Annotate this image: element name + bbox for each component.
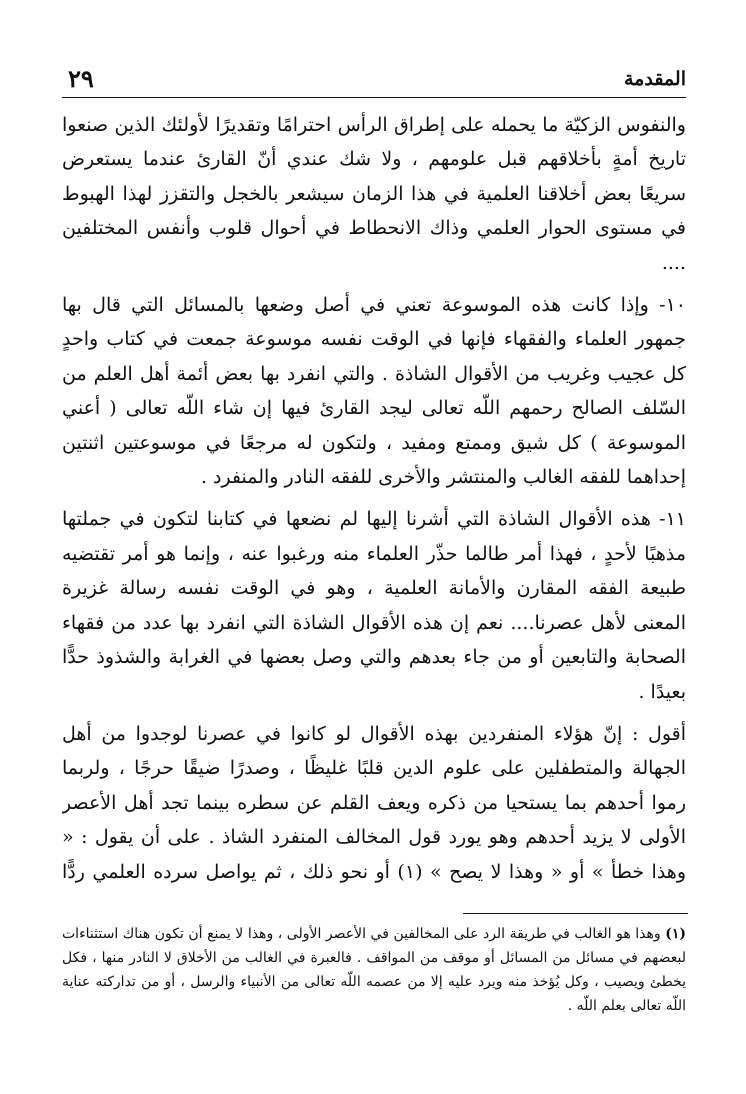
footnote-text: وهذا هو الغالب في طريقة الرد على المخالفين في الأعصر الأولى ، وهذا لا يمنع أن تكون هناك استثناءات لبعضهم في مسائل من المسائل أو موقف من المواقف . فالعبرة في الغالب من الأخلاق لا النادر منها ، فكل يخطئ ويصيب ، وكل يُؤخذ منه ويرد عليه إلا من عصمه اللّه تعالى من الأنبياء والرسل ، أو من تداركته عناية اللّه تعالى بعلم اللّه .: [62, 926, 686, 1014]
body-text: [62, 108, 686, 890]
paragraph: والنفوس الزكيّة ما يحمله على إطراق الرأس احترامًا وتقديرًا لأولئك الذين صنعوا تاريخ أمةٍ بأخلاقهم قبل علومهم ، ولا شك عندي أنّ القارئ عندما يستعرض سريعًا بعض أخلاقنا العلمية في هذا الزمان سيشعر بالخجل والتقزز لهذا الهبوط في مستوى الحوار العلمي وذاك الانحطاط في أحوال قلوب وأنفس المختلفين ....: [62, 114, 686, 274]
paragraph: أقول : إنّ هؤلاء المنفردين بهذه الأقوال لو كانوا في عصرنا لوجدوا من أهل الجهالة والمتطفلين على علوم الدين قلبًا غليظًا ، وصدرًا ضيقًا حرجًا ، ولربما رموا أحدهم بما يستحيا من ذكره ويعف القلم عن سطره بينما تجد أهل الأعصر الأولى لا يزيد أحدهم وهو يورد قول المخالف المنفرد الشاذ . على أن يقول : « وهذا خطأ » أو « وهذا لا يصح » (١) أو نحو ذلك ، ثم يواصل سرده العلمي ردًّا: [62, 722, 686, 883]
section-title: المقدمة: [623, 68, 686, 90]
running-header: [62, 64, 686, 98]
footnote-marker: (١): [665, 926, 686, 942]
paragraph: ١١- هذه الأقوال الشاذة التي أشرنا إليها لم نضعها في كتابنا لتكون في جملتها مذهبًا لأحدٍ ، فهذا أمر طالما حذّر العلماء منه ورغبوا عنه ، وإنما هو أمر تقتضيه طبيعة الفقه المقارن والأمانة العلمية ، وهو في الوقت نفسه رسالة غزيرة المعنى لأهل عصرنا.... نعم إن هذه الأقوال الشاذة التي انفرد بها عدد من فقهاء الصحابة والتابعين أو من جاء بعدهم والتي وصل بعضها في الغرابة والشذوذ حدًّا بعيدًا .: [62, 508, 686, 703]
paragraph: ١٠- وإذا كانت هذه الموسوعة تعني في أصل وضعها بالمسائل التي قال بها جمهور العلماء والفقهاء فإنها في الوقت نفسه موسوعة جمعت في كتاب واحدٍ كل عجيب وغريب من الأقوال الشاذة . والتي انفرد بها بعض أئمة أهل العلم من السّلف الصالح رحمهم اللّه تعالى ليجد القارئ فيها إن شاء اللّه تعالى ( أعني الموسوعة ) كل شيق وممتع ومفيد ، ولتكون له مرجعًا في موسوعتين اثنتين إحداهما للفقه الغالب والمنتشر والأخرى للفقه النادر والمنفرد .: [62, 294, 686, 489]
page-number: ٢٩: [68, 64, 94, 93]
footnote-separator: [463, 913, 688, 914]
footnote: [62, 922, 686, 1062]
header-rule: [62, 97, 686, 98]
